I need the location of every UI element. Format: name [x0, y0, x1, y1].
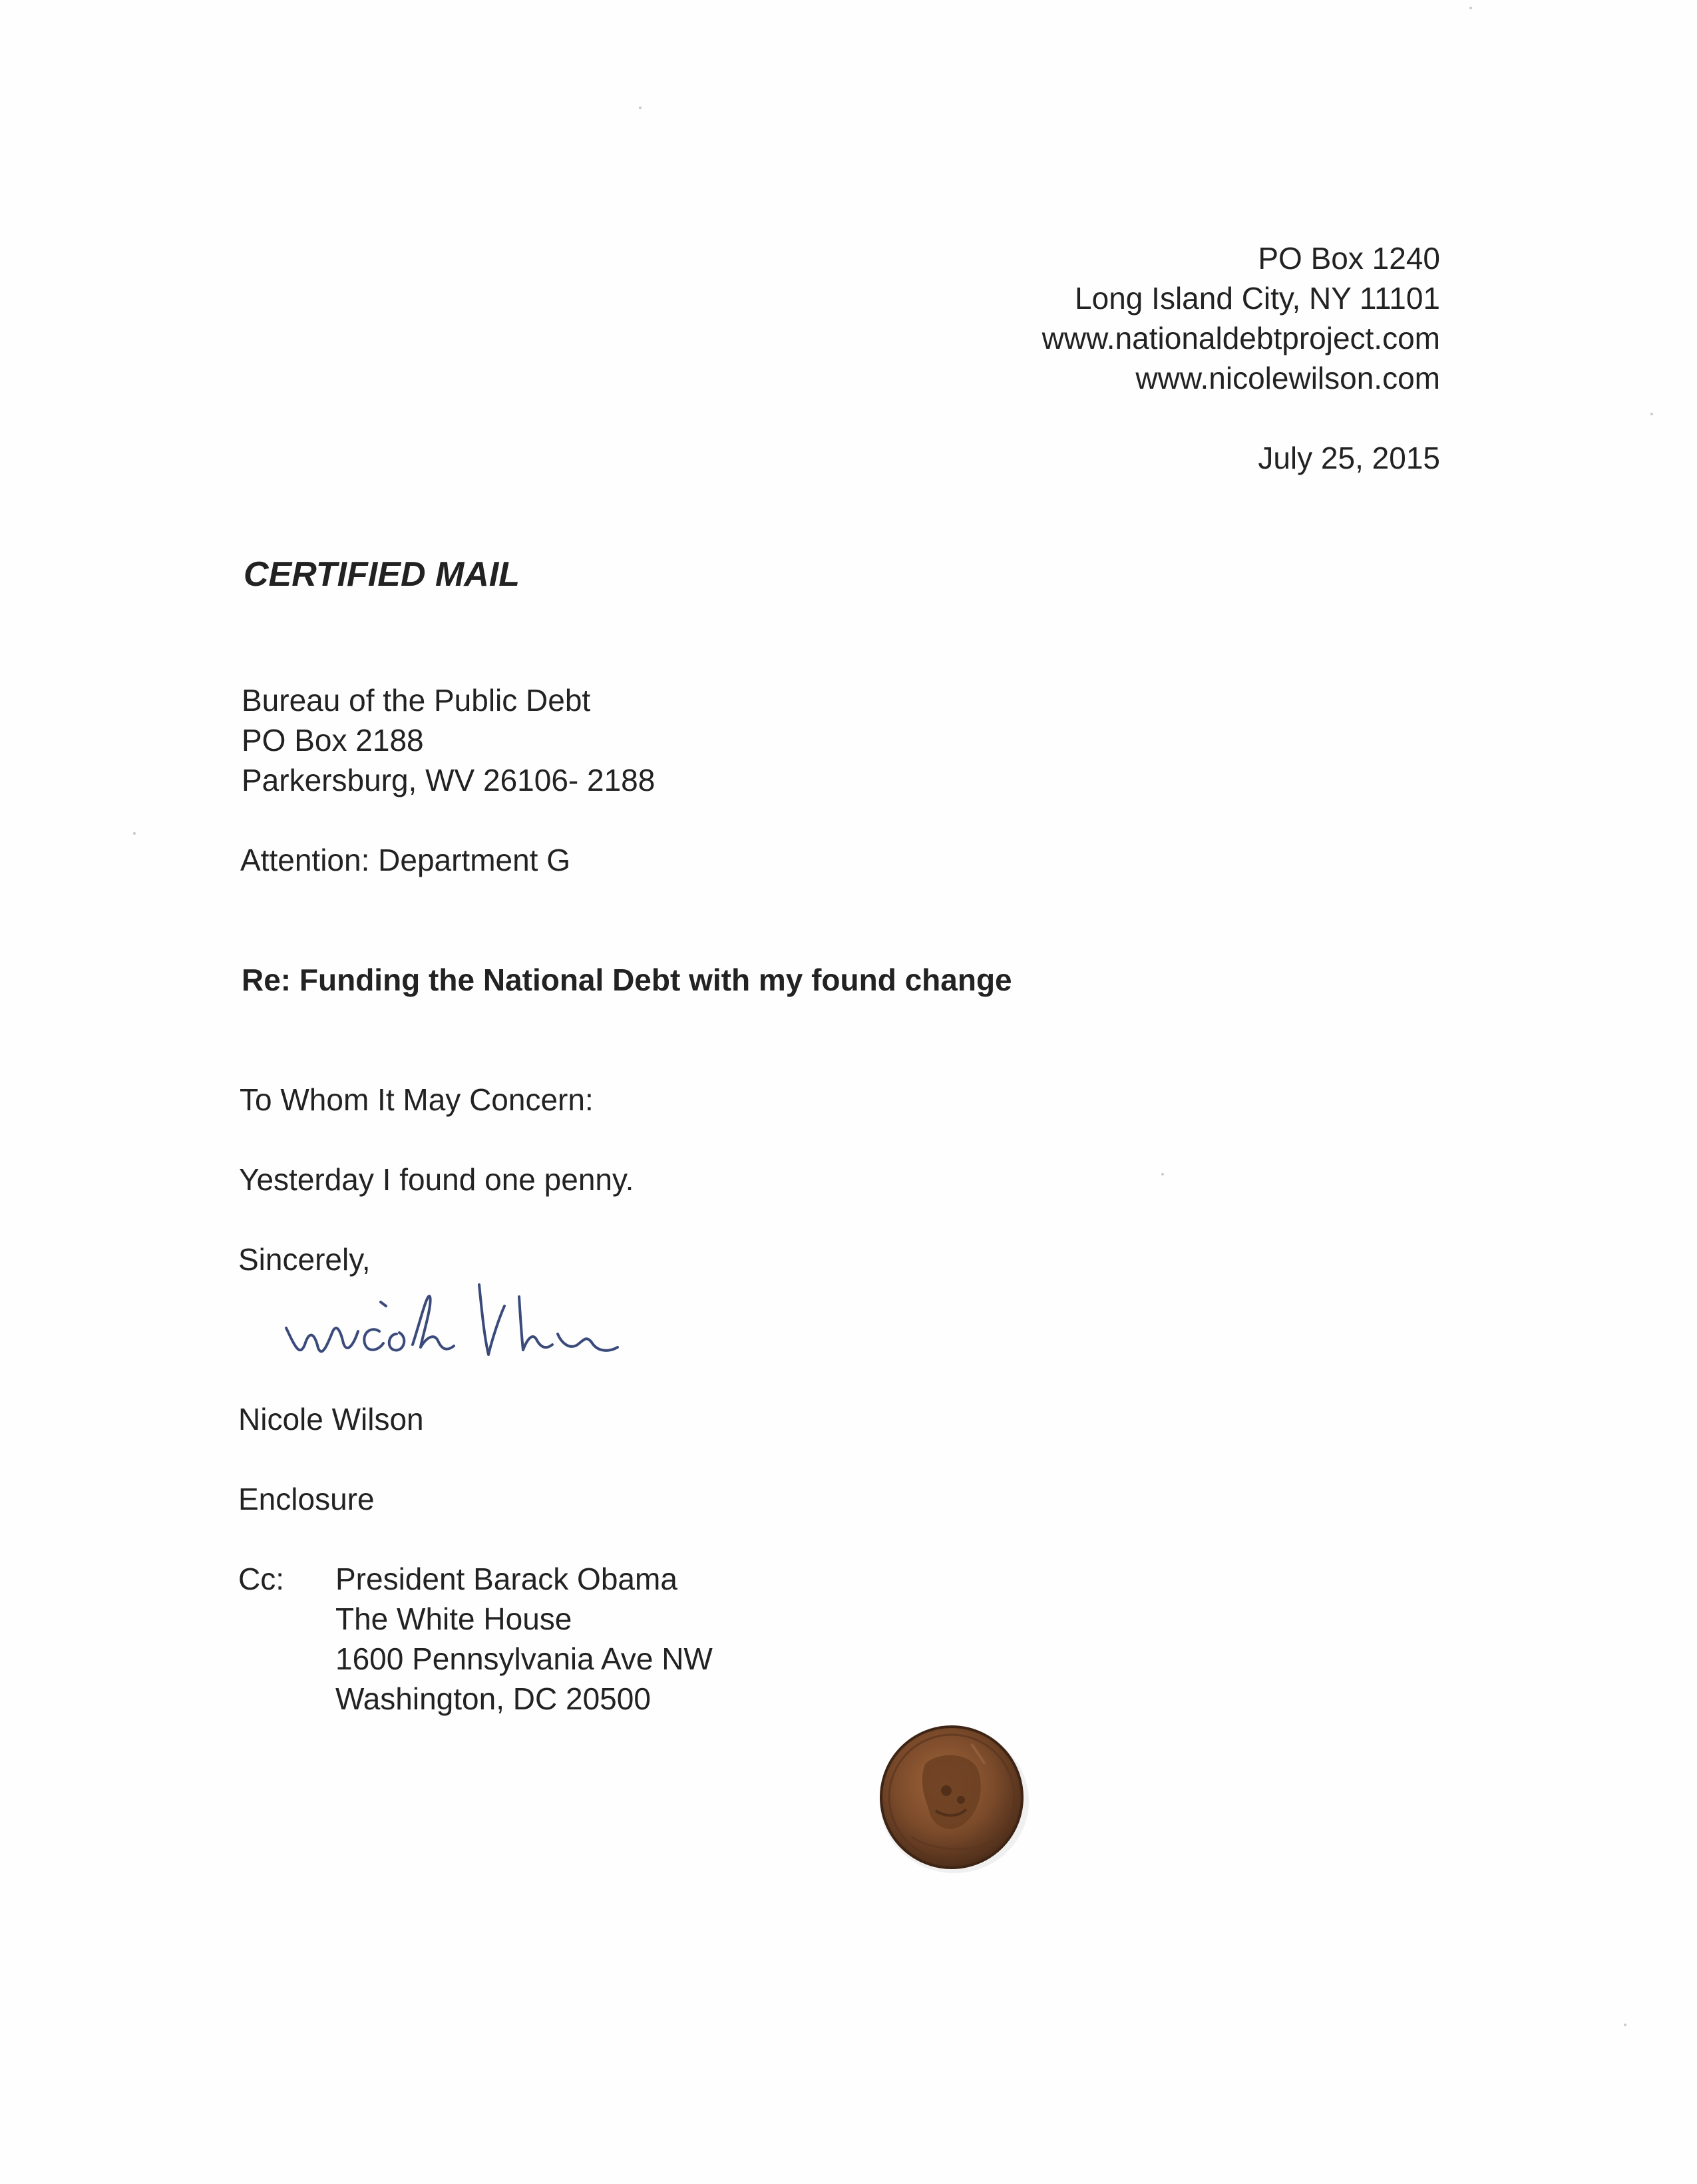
recipient-address-line: PO Box 2188: [242, 723, 424, 758]
cc-label: Cc:: [238, 1562, 284, 1596]
signer-name: Nicole Wilson: [238, 1402, 424, 1436]
scan-speck: [639, 107, 642, 109]
scan-speck: [1469, 7, 1472, 9]
attention-line: Attention: Department G: [240, 843, 571, 877]
recipient-address-line: Parkersburg, WV 26106- 2188: [242, 763, 656, 797]
scan-speck: [133, 832, 136, 835]
sender-address-line: Long Island City, NY 11101: [1075, 281, 1440, 316]
sender-website-line: www.nicolewilson.com: [1135, 361, 1440, 395]
salutation: To Whom It May Concern:: [240, 1082, 594, 1117]
letter-body: Yesterday I found one penny.: [239, 1162, 634, 1197]
certified-mail-heading: CERTIFIED MAIL: [244, 555, 520, 594]
recipient-address: [242, 680, 655, 800]
letter-date: July 25, 2015: [1258, 441, 1440, 475]
sender-website-line: www.nationaldebtproject.com: [1041, 321, 1440, 355]
cc-address-line: President Barack Obama: [335, 1562, 677, 1596]
cc-address-line: 1600 Pennsylvania Ave NW: [335, 1641, 713, 1676]
scan-speck: [1650, 413, 1653, 415]
cc-address-line: The White House: [335, 1602, 572, 1636]
subject-line: Re: Funding the National Debt with my found change: [242, 963, 1012, 997]
scan-speck: [1161, 1173, 1164, 1176]
penny-coin-image: [872, 1717, 1032, 1877]
enclosure-notation: Enclosure: [238, 1482, 375, 1516]
sender-address: [841, 238, 1440, 398]
sender-address-line: PO Box 1240: [1258, 241, 1440, 276]
handwritten-signature: [280, 1265, 679, 1385]
cc-address-line: Washington, DC 20500: [335, 1681, 651, 1716]
cc-address: [335, 1559, 713, 1719]
closing: Sincerely,: [238, 1242, 371, 1277]
recipient-address-line: Bureau of the Public Debt: [242, 683, 591, 718]
scan-speck: [1624, 2024, 1626, 2026]
